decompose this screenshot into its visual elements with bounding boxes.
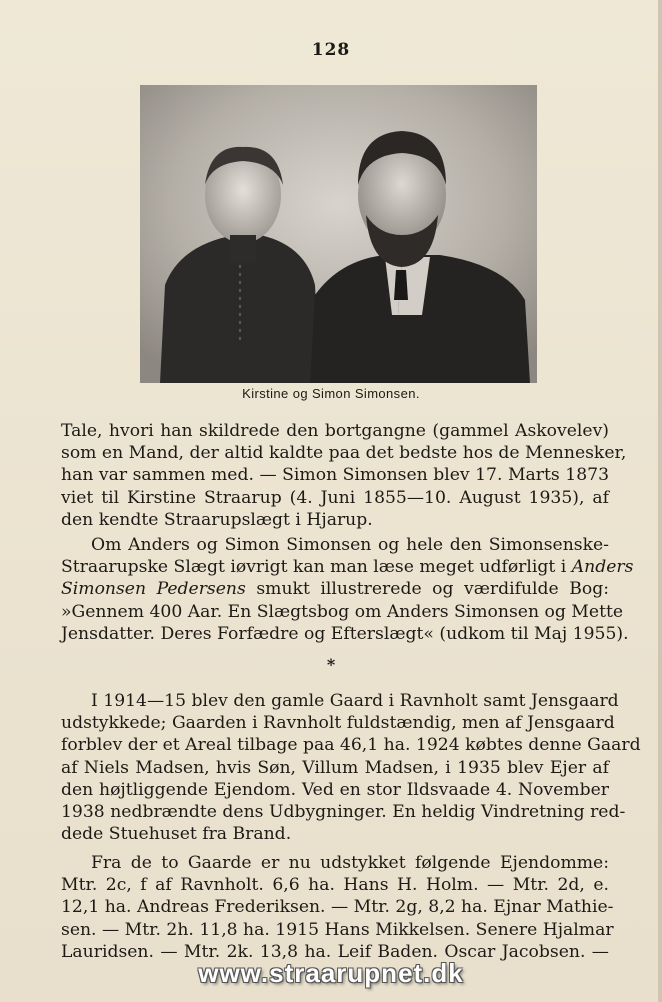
text-line (61, 556, 634, 578)
photo-caption: Kirstine og Simon Simonsen. (242, 386, 420, 401)
text-line: den kendte Straarupslægt i Hjarup. (61, 509, 373, 530)
portrait-photo (140, 85, 537, 383)
author-name-italic: Simonsen Pedersens (61, 579, 246, 600)
text-line: af Niels Madsen, hvis Søn, Villum Madsen, i 1935 blev Ejer af (61, 757, 609, 778)
text-line: Fra de to Gaarde er nu udstykket følgende Ejendomme: (91, 853, 609, 873)
website-watermark: www.straarupnet.dk (198, 958, 464, 988)
paragraph-4 (61, 852, 614, 963)
text-line: som en Mand, der altid kaldte paa det bedste hos de Mennesker, (61, 443, 627, 464)
portrait-photo-icon (140, 85, 537, 383)
text-line (61, 578, 609, 600)
text-line: dede Stuehuset fra Brand. (61, 824, 292, 845)
text-line: 1938 nedbrændte dens Udbygninger. En heldig Vindretning red- (61, 801, 626, 822)
text-line: den højtliggende Ejendom. Ved en stor Ildsvaade 4. November (61, 779, 609, 800)
text-line: I 1914—15 blev den gamle Gaard i Ravnholt samt Jensgaard (91, 691, 619, 711)
text-segment: Straarupske Slægt iøvrigt kan man læse meget udførligt i (61, 557, 567, 578)
text-line: Mtr. 2c, f af Ravnholt. 6,6 ha. Hans H. Holm. — Mtr. 2d, e. (61, 875, 609, 896)
text-line: Jensdatter. Deres Forfædre og Efterslægt« (udkom til Maj 1955). (61, 623, 629, 644)
section-separator: * (326, 655, 336, 674)
text-line: forblev der et Areal tilbage paa 46,1 ha. 1924 købtes denne Gaard (61, 735, 641, 756)
page-number: 128 (311, 40, 351, 60)
text-line: Lauridsen. — Mtr. 2k. 13,8 ha. Leif Baden. Oscar Jacobsen. — (61, 941, 609, 962)
text-line: viet til Kirstine Straarup (4. Juni 1855—10. August 1935), af (61, 487, 609, 508)
paragraph-1 (61, 420, 627, 531)
text-segment: smukt illustrerede og værdifulde Bog: (256, 579, 609, 600)
author-name-italic: Anders (571, 557, 634, 578)
text-line: 12,1 ha. Andreas Frederiksen. — Mtr. 2g, 8,2 ha. Ejnar Mathie- (61, 897, 614, 918)
text-line: Om Anders og Simon Simonsen og hele den Simonsenske- (91, 535, 609, 555)
paragraph-2 (61, 534, 634, 645)
text-line: han var sammen med. — Simon Simonsen blev 17. Marts 1873 (61, 465, 609, 486)
text-line: sen. — Mtr. 2h. 11,8 ha. 1915 Hans Mikkelsen. Senere Hjalmar (61, 919, 614, 940)
text-line: Tale, hvori han skildrede den bortgangne (gammel Askovelev) (61, 421, 609, 441)
text-line: udstykkede; Gaarden i Ravnholt fuldstændig, men af Jensgaard (61, 713, 615, 734)
paragraph-3 (61, 690, 641, 845)
text-line: »Gennem 400 Aar. En Slægtsbog om Anders Simonsen og Mette (61, 601, 624, 622)
